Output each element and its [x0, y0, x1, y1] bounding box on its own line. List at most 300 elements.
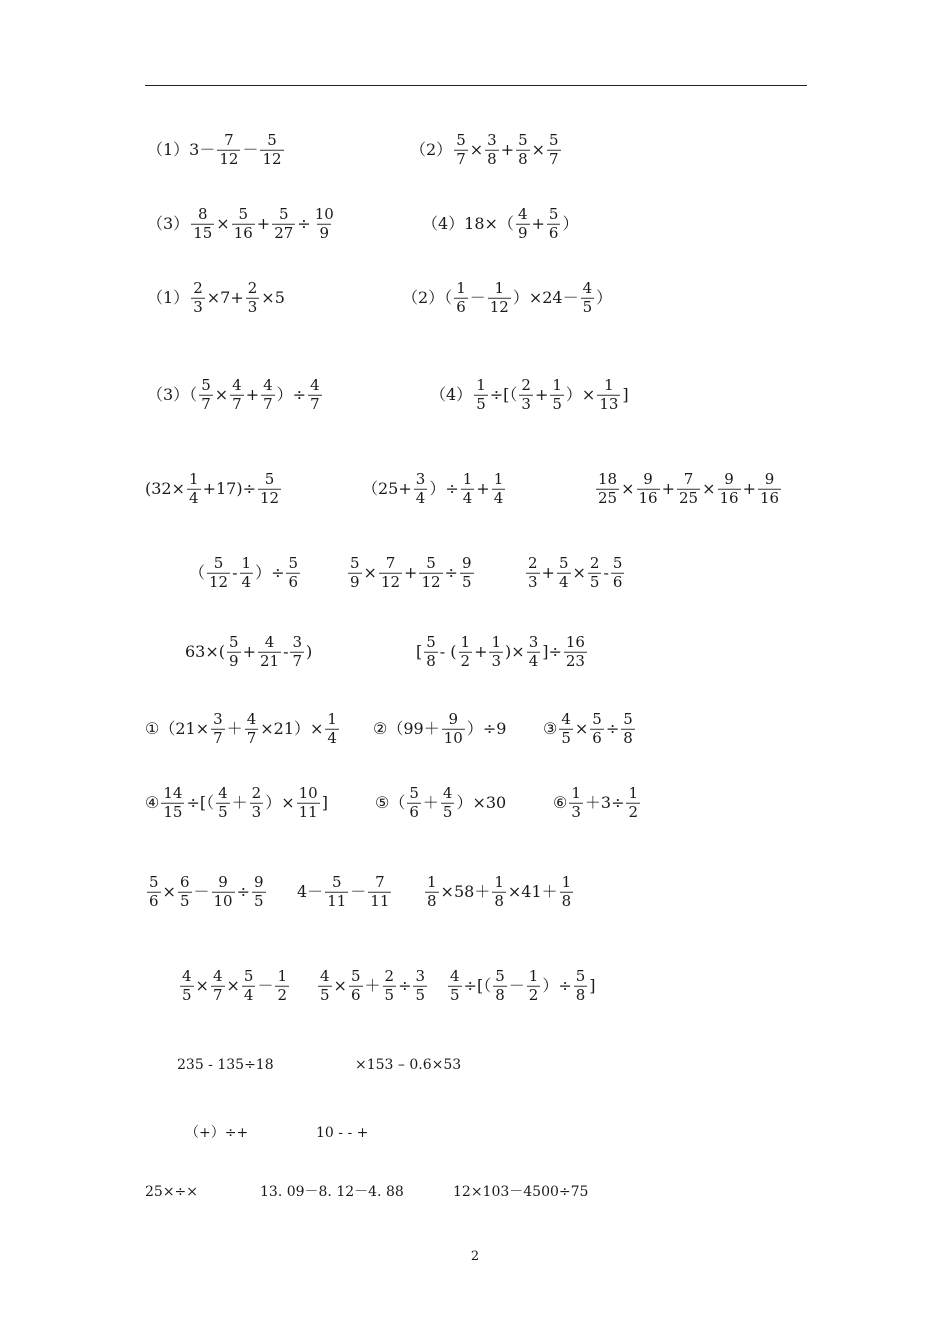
fraction-denominator: 16: [760, 489, 780, 507]
fraction-denominator: 12: [380, 573, 401, 591]
fraction-numerator: 5: [238, 204, 248, 223]
fraction-numerator: 5: [288, 553, 299, 572]
fraction-numerator: 10: [314, 204, 334, 223]
fraction: [588, 555, 602, 592]
fraction: [272, 206, 295, 243]
fraction-numerator: 2: [193, 278, 203, 297]
fraction-denominator: 8: [575, 986, 586, 1004]
fraction-denominator: 8: [623, 729, 633, 747]
fraction-numerator: 5: [426, 553, 436, 572]
expression-text: 4－: [297, 882, 324, 901]
expression-text: +: [742, 479, 756, 498]
fraction-numerator: 1: [604, 375, 614, 394]
fraction: [557, 555, 571, 592]
fraction-denominator: 3: [571, 803, 581, 821]
fraction-denominator: 6: [149, 892, 159, 910]
expression-text: +: [500, 140, 515, 159]
expression-text: ⑤（: [375, 793, 406, 812]
fraction: [516, 206, 530, 243]
math-expression: [260, 1185, 404, 1199]
fraction-numerator: 5: [623, 709, 633, 728]
fraction-denominator: 12: [219, 150, 239, 168]
fraction-denominator: 7: [263, 395, 273, 413]
fraction-numerator: 4: [310, 375, 320, 394]
fraction: [275, 968, 289, 1005]
fraction-denominator: 6: [350, 986, 361, 1004]
expression-text: （4）: [430, 385, 473, 404]
math-expression: [430, 377, 629, 414]
fraction-denominator: 5: [182, 986, 192, 1004]
expression-text: ×: [702, 479, 716, 498]
math-expression: [147, 377, 324, 414]
fraction-denominator: 5: [384, 986, 395, 1004]
fraction-denominator: 12: [262, 150, 282, 168]
fraction-denominator: 5: [552, 395, 562, 413]
expression-text: －: [508, 976, 525, 995]
expression-text: ÷[（: [463, 976, 492, 995]
expression-text: ÷: [605, 719, 620, 738]
expression-text: -: [603, 563, 609, 582]
expression-text: －: [469, 288, 486, 307]
expression-text: ×: [333, 976, 347, 995]
expression-text: ⑥: [553, 793, 568, 812]
fraction-denominator: 3: [528, 573, 538, 591]
expression-text: （1）: [147, 288, 190, 307]
fraction-denominator: 8: [518, 150, 528, 168]
fraction-numerator: 3: [528, 632, 539, 651]
expression-text: ）×30: [456, 793, 507, 812]
fraction-numerator: 2: [528, 553, 538, 572]
expression-text: （2）（: [402, 288, 453, 307]
expression-text: ）: [596, 288, 613, 307]
expression-text: ）÷: [255, 563, 285, 582]
expression-text: ×: [214, 385, 229, 404]
fraction-numerator: 4: [582, 278, 593, 297]
fraction: [308, 377, 322, 414]
fraction-numerator: 3: [415, 469, 426, 488]
fraction-numerator: 9: [643, 469, 653, 488]
fraction: [758, 471, 781, 508]
fraction-denominator: 2: [528, 986, 539, 1004]
fraction-numerator: 4: [246, 709, 257, 728]
fraction: [178, 874, 192, 911]
header-rule: [145, 85, 807, 86]
fraction-numerator: 2: [247, 278, 258, 297]
fraction-numerator: 5: [278, 204, 289, 223]
fraction: [419, 555, 442, 592]
fraction-numerator: 5: [267, 130, 277, 149]
fraction-denominator: 9: [229, 652, 239, 670]
fraction-numerator: 7: [683, 469, 694, 488]
fraction-denominator: 15: [193, 224, 213, 242]
expression-text: （: [189, 563, 206, 582]
fraction-denominator: 4: [558, 573, 569, 591]
math-expression: [402, 280, 612, 317]
fraction: [559, 711, 573, 748]
fraction-denominator: 6: [409, 803, 419, 821]
fraction-denominator: 5: [442, 803, 453, 821]
fraction-denominator: 9: [350, 573, 360, 591]
fraction-numerator: 5: [495, 966, 505, 985]
fraction-numerator: 2: [589, 553, 600, 572]
fraction-numerator: 5: [350, 966, 361, 985]
fraction-denominator: 3: [491, 652, 502, 670]
expression-text: （3）（: [147, 385, 198, 404]
fraction-denominator: 11: [370, 892, 390, 910]
fraction: [242, 968, 256, 1005]
math-expression: [185, 634, 312, 671]
fraction: [318, 968, 332, 1005]
math-expression: [178, 968, 291, 1005]
fraction-denominator: 27: [274, 224, 294, 242]
expression-text: ）÷9: [466, 719, 507, 738]
expression-text: ＋3÷: [584, 793, 625, 812]
expression-text: ＋: [231, 793, 248, 812]
fraction: [261, 377, 275, 414]
fraction-denominator: 8: [427, 892, 437, 910]
expression-text: ×: [531, 140, 546, 159]
math-expression: [177, 1058, 274, 1072]
expression-text: －: [257, 976, 274, 995]
fraction-denominator: 5: [415, 986, 426, 1004]
fraction-numerator: 5: [575, 966, 586, 985]
fraction-denominator: 11: [298, 803, 318, 821]
fraction: [232, 206, 255, 243]
fraction-denominator: 3: [251, 803, 262, 821]
fraction-denominator: 12: [421, 573, 441, 591]
math-expression: [362, 471, 507, 508]
fraction: [637, 471, 660, 508]
expression-text: ÷: [297, 214, 311, 233]
fraction: [246, 280, 260, 317]
math-expression: [185, 1126, 248, 1140]
fraction-numerator: 5: [331, 872, 342, 891]
fraction-denominator: 15: [163, 803, 183, 821]
fraction-numerator: 5: [409, 783, 419, 802]
fraction-numerator: 5: [264, 469, 275, 488]
fraction-denominator: 25: [598, 489, 618, 507]
expression-text: +: [404, 563, 418, 582]
fraction-numerator: 1: [528, 966, 539, 985]
fraction-numerator: 4: [263, 375, 273, 394]
expression-text: ]: [622, 385, 629, 404]
expression-text: ④: [145, 793, 160, 812]
fraction: [461, 471, 475, 508]
fraction: [492, 471, 506, 508]
fraction-numerator: 4: [450, 966, 460, 985]
expression-text: [: [416, 642, 423, 661]
fraction-numerator: 1: [277, 966, 288, 985]
fraction: [718, 471, 741, 508]
fraction-numerator: 8: [197, 204, 208, 223]
expression-text: ＋: [226, 719, 243, 738]
fraction: [325, 711, 339, 748]
fraction-denominator: 5: [561, 729, 571, 747]
expression-text: +: [476, 479, 490, 498]
math-expression: [410, 132, 563, 169]
expression-text: ）÷: [276, 385, 307, 404]
math-expression: [145, 471, 283, 508]
fraction-numerator: 1: [491, 632, 502, 651]
expression-text: +17)÷: [202, 479, 256, 498]
fraction-denominator: 8: [487, 150, 497, 168]
fraction-numerator: 1: [493, 469, 504, 488]
fraction-denominator: 4: [189, 489, 199, 507]
expression-text: ×: [469, 140, 484, 159]
fraction-denominator: 10: [213, 892, 233, 910]
expression-text: )×: [505, 642, 525, 661]
expression-text: ]: [589, 976, 596, 995]
fraction-denominator: 6: [548, 224, 559, 242]
math-expression: [594, 471, 783, 508]
fraction-numerator: 5: [558, 553, 569, 572]
fraction: [252, 874, 266, 911]
fraction-denominator: 5: [320, 986, 330, 1004]
fraction-numerator: 4: [264, 632, 275, 651]
fraction-numerator: 9: [254, 872, 264, 891]
fraction: [569, 785, 583, 822]
fraction: [217, 132, 240, 169]
fraction-numerator: 2: [251, 783, 262, 802]
fraction-denominator: 16: [638, 489, 658, 507]
fraction-denominator: 5: [476, 395, 486, 413]
fraction: [212, 874, 235, 911]
expression-text: ×: [572, 563, 586, 582]
fraction-denominator: 2: [460, 652, 471, 670]
expression-text: ×41＋: [507, 882, 558, 901]
fraction: [161, 785, 184, 822]
expression-text: ①（21×: [145, 719, 210, 738]
expression-text: ÷[（: [489, 385, 518, 404]
fraction-denominator: 12: [209, 573, 229, 591]
expression-text: －: [242, 140, 259, 159]
expression-text: ×: [574, 719, 589, 738]
fraction-numerator: 2: [521, 375, 531, 394]
fraction-numerator: 4: [442, 783, 453, 802]
fraction: [187, 471, 201, 508]
fraction-denominator: 7: [292, 652, 303, 670]
fraction: [574, 968, 588, 1005]
fraction-denominator: 3: [247, 298, 258, 316]
expression-text: 10 - - +: [316, 1125, 369, 1141]
math-expression: [423, 874, 575, 911]
expression-text: +: [474, 642, 488, 661]
math-expression: [346, 555, 476, 592]
expression-text: +: [245, 385, 260, 404]
expression-text: +: [531, 214, 545, 233]
fraction-numerator: 1: [460, 632, 471, 651]
fraction: [492, 874, 506, 911]
fraction-numerator: 1: [476, 375, 486, 394]
fraction: [460, 555, 474, 592]
math-expression: [147, 280, 285, 317]
math-expression: [422, 206, 578, 243]
math-expression: [189, 555, 302, 592]
expression-text: ）÷: [542, 976, 572, 995]
expression-text: ②（99＋: [373, 719, 440, 738]
fraction: [677, 471, 700, 508]
fraction-denominator: 8: [495, 986, 505, 1004]
fraction-denominator: 7: [246, 729, 257, 747]
expression-text: 25×÷×: [145, 1184, 199, 1200]
fraction-denominator: 10: [443, 729, 463, 747]
fraction-numerator: 5: [548, 204, 559, 223]
expression-text: ]: [321, 793, 328, 812]
expression-text: ×: [195, 976, 209, 995]
expression-text: ）×24－: [512, 288, 579, 307]
fraction: [454, 280, 468, 317]
fraction-numerator: 18: [598, 469, 618, 488]
expression-text: （4）18×（: [422, 214, 514, 233]
fraction: [459, 634, 473, 671]
fraction-denominator: 4: [241, 573, 252, 591]
fraction-denominator: 4: [415, 489, 426, 507]
fraction-denominator: 7: [212, 986, 223, 1004]
expression-text: ×21）×: [260, 719, 324, 738]
math-expression: [446, 968, 596, 1005]
fraction-denominator: 5: [582, 298, 593, 316]
fraction-numerator: 1: [427, 872, 437, 891]
fraction: [191, 206, 214, 243]
fraction-denominator: 5: [218, 803, 228, 821]
expression-text: ]÷: [542, 642, 562, 661]
fraction-numerator: 3: [487, 130, 497, 149]
fraction: [313, 206, 336, 243]
fraction-denominator: 4: [462, 489, 473, 507]
fraction: [597, 377, 620, 414]
fraction-numerator: 16: [565, 632, 585, 651]
fraction: [519, 377, 533, 414]
fraction-numerator: 14: [163, 783, 183, 802]
fraction-denominator: 5: [589, 573, 600, 591]
fraction: [448, 968, 462, 1005]
expression-text: +: [661, 479, 675, 498]
math-expression: [145, 874, 268, 911]
fraction-numerator: 7: [385, 553, 396, 572]
fraction: [564, 634, 587, 671]
expression-text: ÷: [398, 976, 412, 995]
fraction: [191, 280, 205, 317]
fraction-denominator: 12: [259, 489, 280, 507]
fraction-denominator: 16: [719, 489, 739, 507]
fraction-denominator: 2: [277, 986, 288, 1004]
expression-text: （1）3－: [147, 140, 216, 159]
expression-text: ×: [162, 882, 176, 901]
expression-text: ）÷: [429, 479, 459, 498]
fraction: [227, 634, 241, 671]
fraction: [488, 280, 511, 317]
expression-text: ×5: [261, 288, 285, 307]
math-expression: [373, 711, 506, 748]
fraction-numerator: 1: [494, 278, 505, 297]
fraction: [493, 968, 507, 1005]
fraction: [407, 785, 421, 822]
expression-text: 13. 09－8. 12－4. 88: [260, 1184, 404, 1200]
fraction-denominator: 7: [310, 395, 320, 413]
expression-text: ＋: [422, 793, 439, 812]
math-expression: [375, 785, 506, 822]
fraction: [489, 634, 503, 671]
fraction: [485, 132, 499, 169]
fraction-numerator: 1: [552, 375, 562, 394]
fraction-numerator: 2: [384, 966, 395, 985]
fraction: [626, 785, 640, 822]
math-expression: [147, 132, 286, 169]
expression-text: ×: [216, 214, 230, 233]
fraction-numerator: 5: [518, 130, 528, 149]
fraction-denominator: 25: [679, 489, 699, 507]
fraction: [527, 968, 541, 1005]
expression-text: ×: [226, 976, 240, 995]
math-expression: [453, 1185, 588, 1199]
fraction-denominator: 7: [213, 729, 223, 747]
fraction-numerator: 5: [592, 709, 602, 728]
fraction-denominator: 12: [489, 298, 509, 316]
fraction: [547, 132, 561, 169]
fraction-denominator: 11: [327, 892, 347, 910]
expression-text: ）: [562, 214, 579, 233]
fraction-denominator: 23: [565, 652, 585, 670]
fraction: [547, 206, 561, 243]
math-expression: [145, 785, 328, 822]
fraction-denominator: 9: [319, 224, 329, 242]
expression-text: -: [283, 642, 289, 661]
fraction-denominator: 16: [233, 224, 253, 242]
fraction: [349, 968, 363, 1005]
expression-text: 63×(: [185, 642, 226, 661]
fraction-numerator: 4: [561, 709, 571, 728]
fraction-numerator: 3: [292, 632, 303, 651]
expression-text: 12×103－4500÷75: [453, 1184, 589, 1200]
fraction-numerator: 1: [571, 783, 581, 802]
fraction-numerator: 5: [213, 553, 224, 572]
fraction: [290, 634, 304, 671]
fraction-numerator: 4: [218, 783, 228, 802]
fraction-numerator: 1: [494, 872, 504, 891]
fraction-denominator: 6: [592, 729, 602, 747]
expression-text: +: [541, 563, 555, 582]
fraction: [442, 711, 465, 748]
fraction-denominator: 4: [528, 652, 539, 670]
fraction: [383, 968, 397, 1005]
math-expression: [145, 1185, 198, 1199]
expression-text: (32×: [145, 479, 186, 498]
fraction: [230, 377, 244, 414]
math-expression: [355, 1058, 461, 1072]
fraction-numerator: 1: [628, 783, 639, 802]
fraction: [441, 785, 455, 822]
fraction-numerator: 1: [462, 469, 473, 488]
fraction-denominator: 21: [259, 652, 280, 670]
fraction: [245, 711, 259, 748]
expression-text: ×153 – 0.6×53: [355, 1057, 462, 1073]
fraction-denominator: 13: [599, 395, 619, 413]
fraction-denominator: 6: [612, 573, 623, 591]
expression-text: －: [350, 882, 367, 901]
fraction: [454, 132, 468, 169]
fraction: [516, 132, 530, 169]
fraction-denominator: 5: [461, 573, 472, 591]
fraction-denominator: 5: [254, 892, 264, 910]
math-expression: [543, 711, 637, 748]
math-expression: [316, 968, 429, 1005]
fraction-numerator: 4: [232, 375, 242, 394]
fraction: [348, 555, 362, 592]
fraction: [258, 634, 281, 671]
expression-text: ×58＋: [440, 882, 491, 901]
fraction-denominator: 6: [456, 298, 466, 316]
fraction: [297, 785, 320, 822]
